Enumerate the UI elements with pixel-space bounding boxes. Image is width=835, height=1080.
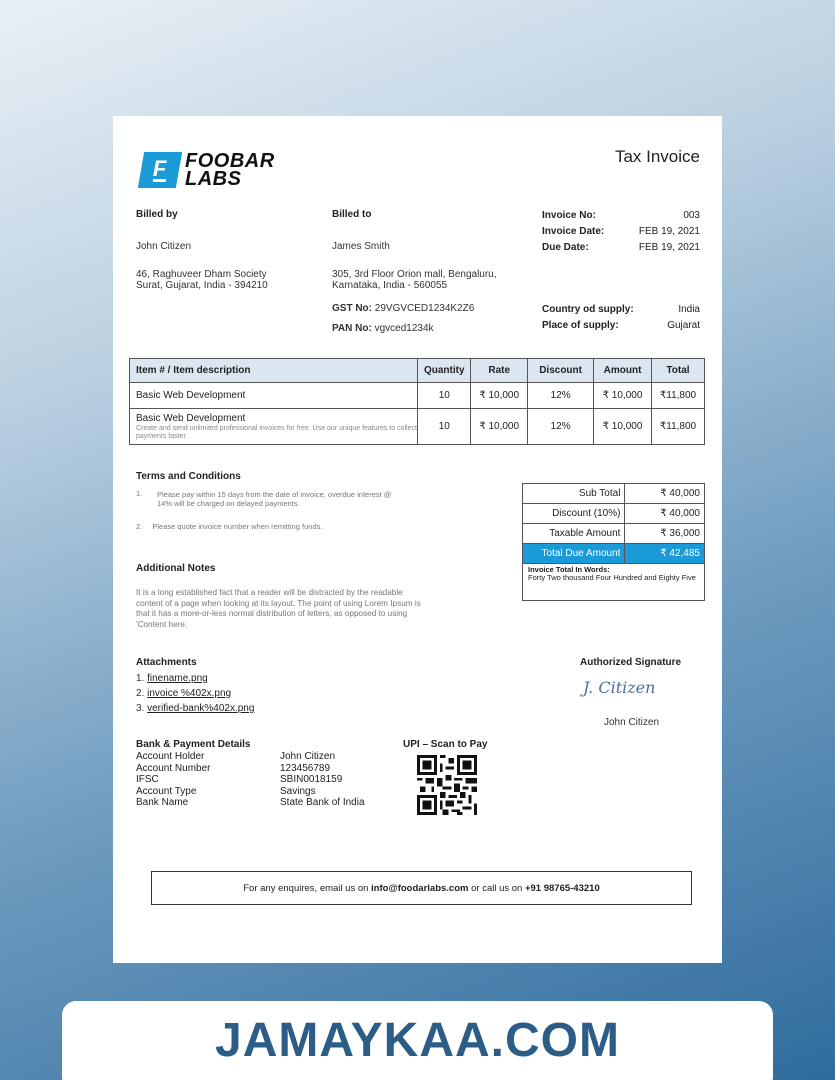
logo-letter: F xyxy=(153,155,167,181)
gst-number xyxy=(332,303,474,314)
item-description-cell xyxy=(130,409,418,445)
terms-text: Please quote invoice number when remitting funds. xyxy=(152,522,323,531)
due-date-label: Due Date: xyxy=(542,242,589,253)
billed-by-label: Billed by xyxy=(136,209,178,220)
contact-email[interactable]: info@foodarlabs.com xyxy=(371,882,469,894)
pan-label: PAN No: xyxy=(332,323,372,334)
billed-to-label: Billed to xyxy=(332,209,372,220)
attachment-item xyxy=(136,686,254,701)
terms-title: Terms and Conditions xyxy=(136,471,241,482)
items-table xyxy=(129,358,705,445)
brand-name: JAMAYKAA.COM xyxy=(215,1014,620,1067)
taxable-label: Taxable Amount xyxy=(523,524,625,544)
bank-title: Bank & Payment Details xyxy=(136,739,251,750)
totals-table xyxy=(522,483,705,564)
terms-item xyxy=(136,522,396,531)
signature-name: John Citizen xyxy=(604,717,660,728)
total-due-value: ₹ 42,485 xyxy=(625,544,705,564)
attachment-link[interactable]: invoice %402x.png xyxy=(147,688,232,699)
place-row xyxy=(542,320,700,336)
billed-to-name: James Smith xyxy=(332,241,390,252)
attachment-item xyxy=(136,701,254,716)
logo-wordmark xyxy=(185,152,275,188)
supply-meta xyxy=(542,304,700,336)
invoice-no-row xyxy=(542,210,700,226)
item-subdescription: Create and send unlimited professional invoices for free. Use our unique features to collect payments faster. xyxy=(136,424,417,440)
logo-line1: FOOBAR xyxy=(185,150,275,172)
item-discount: 12% xyxy=(528,383,594,409)
col-header-total: Total xyxy=(652,359,705,383)
attachment-num: 1. xyxy=(136,673,145,684)
signature-title: Authorized Signature xyxy=(580,657,682,668)
country-row xyxy=(542,304,700,320)
attachment-link[interactable]: verified-bank%402x.png xyxy=(147,703,255,714)
gst-value: 29VGVCED1234K2Z6 xyxy=(374,303,475,314)
billed-to-address2: Karnataka, India - 560055 xyxy=(332,280,448,291)
totals-row xyxy=(523,504,705,524)
invoice-meta xyxy=(542,210,700,258)
bank-value: State Bank of India xyxy=(280,797,365,808)
contact-footer xyxy=(151,871,692,905)
bank-label: Account Number xyxy=(136,762,211,774)
bank-value: SBIN0018159 xyxy=(280,774,343,785)
subtotal-label: Sub Total xyxy=(523,484,625,504)
terms-text: Please pay within 15 days from the date of invoice, overdue interest @ 14% will be charged on delayed payments. xyxy=(157,490,392,508)
contact-text: For any enquires, email us on xyxy=(243,882,372,894)
bank-details xyxy=(136,751,390,809)
place-value: Gujarat xyxy=(667,320,700,331)
contact-phone[interactable]: +91 98765-43210 xyxy=(524,882,600,894)
signature-scribble: J. Citizen xyxy=(583,678,656,697)
total-due-row xyxy=(523,544,705,564)
total-words-value: Forty Two thousand Four Hundred and Eighty Five xyxy=(528,573,696,582)
upi-title: UPI – Scan to Pay xyxy=(403,739,488,750)
bank-label: Account Holder xyxy=(136,751,205,762)
billed-by-address2: Surat, Gujarat, India - 394210 xyxy=(136,280,268,291)
invoice-date-value: FEB 19, 2021 xyxy=(638,226,700,237)
notes-title: Additional Notes xyxy=(136,563,216,574)
company-logo xyxy=(141,152,275,188)
country-label: Country od supply: xyxy=(542,304,634,315)
due-date-value: FEB 19, 2021 xyxy=(638,242,700,253)
item-total: ₹11,800 xyxy=(652,409,705,445)
items-header-row xyxy=(130,359,705,383)
attachment-num: 3. xyxy=(136,703,145,714)
bank-label: Bank Name xyxy=(136,797,189,808)
invoice-no-value: 003 xyxy=(683,210,700,221)
place-label: Place of supply: xyxy=(542,320,619,331)
subtotal-value: ₹ 40,000 xyxy=(625,484,705,504)
gst-label: GST No: xyxy=(332,303,372,314)
country-value: India xyxy=(678,304,700,315)
total-due-label: Total Due Amount xyxy=(523,544,625,564)
document-title: Tax Invoice xyxy=(614,147,700,166)
terms-item xyxy=(136,489,396,508)
notes-text: It is a long established fact that a reader will be distracted by the readable content of a page when looking at its layout. The point of using Lorem Ipsum is that it has a more-or-less normal distribution of letters, as opposed to using 'Content here. xyxy=(136,588,421,629)
table-row xyxy=(130,409,705,445)
bank-value: 123456789 xyxy=(280,762,331,774)
item-description: Basic Web Development xyxy=(136,412,246,424)
item-quantity: 10 xyxy=(418,383,471,409)
billed-to-address1: 305, 3rd Floor Orion mall, Bengaluru, xyxy=(332,269,497,280)
terms-num: 1. xyxy=(136,489,143,498)
item-amount: ₹ 10,000 xyxy=(594,409,652,445)
contact-text: or call us on xyxy=(468,882,525,894)
invoice-date-row xyxy=(542,226,700,242)
logo-line2: LABS xyxy=(185,168,242,190)
col-header-item: Item # / Item description xyxy=(130,359,418,383)
discount-label: Discount (10%) xyxy=(523,504,625,524)
invoice-no-label: Invoice No: xyxy=(542,210,596,221)
item-quantity: 10 xyxy=(418,409,471,445)
attachment-item xyxy=(136,671,254,686)
bank-label: IFSC xyxy=(136,774,159,785)
item-amount: ₹ 10,000 xyxy=(594,383,652,409)
attachment-num: 2. xyxy=(136,688,145,699)
attachments-list xyxy=(136,671,254,716)
terms-num: 2. xyxy=(136,522,143,531)
brand-banner xyxy=(62,1001,773,1080)
bank-label: Account Type xyxy=(136,785,197,797)
col-header-discount: Discount xyxy=(528,359,594,383)
due-date-row xyxy=(542,242,700,258)
col-header-quantity: Quantity xyxy=(418,359,471,383)
item-rate: ₹ 10,000 xyxy=(471,409,528,445)
qr-code-icon[interactable] xyxy=(417,755,477,820)
totals-row xyxy=(523,524,705,544)
pan-value: vgvced1234k xyxy=(374,323,434,334)
bank-value: Savings xyxy=(280,785,316,797)
item-total: ₹11,800 xyxy=(652,383,705,409)
col-header-amount: Amount xyxy=(594,359,652,383)
table-row xyxy=(130,383,705,409)
item-rate: ₹ 10,000 xyxy=(471,383,528,409)
bank-value: John Citizen xyxy=(280,751,336,762)
taxable-value: ₹ 36,000 xyxy=(625,524,705,544)
total-in-words xyxy=(522,563,705,601)
billed-by-name: John Citizen xyxy=(136,241,192,252)
col-header-rate: Rate xyxy=(471,359,528,383)
item-description: Basic Web Development xyxy=(130,383,418,409)
billed-by-address1: 46, Raghuveer Dham Society xyxy=(136,269,267,280)
totals-row xyxy=(523,484,705,504)
invoice-page xyxy=(113,116,722,963)
attachment-link[interactable]: finename.png xyxy=(147,673,208,684)
logo-mark xyxy=(138,152,182,188)
invoice-date-label: Invoice Date: xyxy=(542,226,605,237)
discount-value: ₹ 40,000 xyxy=(625,504,705,524)
item-discount: 12% xyxy=(528,409,594,445)
attachments-title: Attachments xyxy=(136,657,197,668)
total-words-label: Invoice Total In Words: xyxy=(528,565,610,574)
pan-number xyxy=(332,323,434,334)
